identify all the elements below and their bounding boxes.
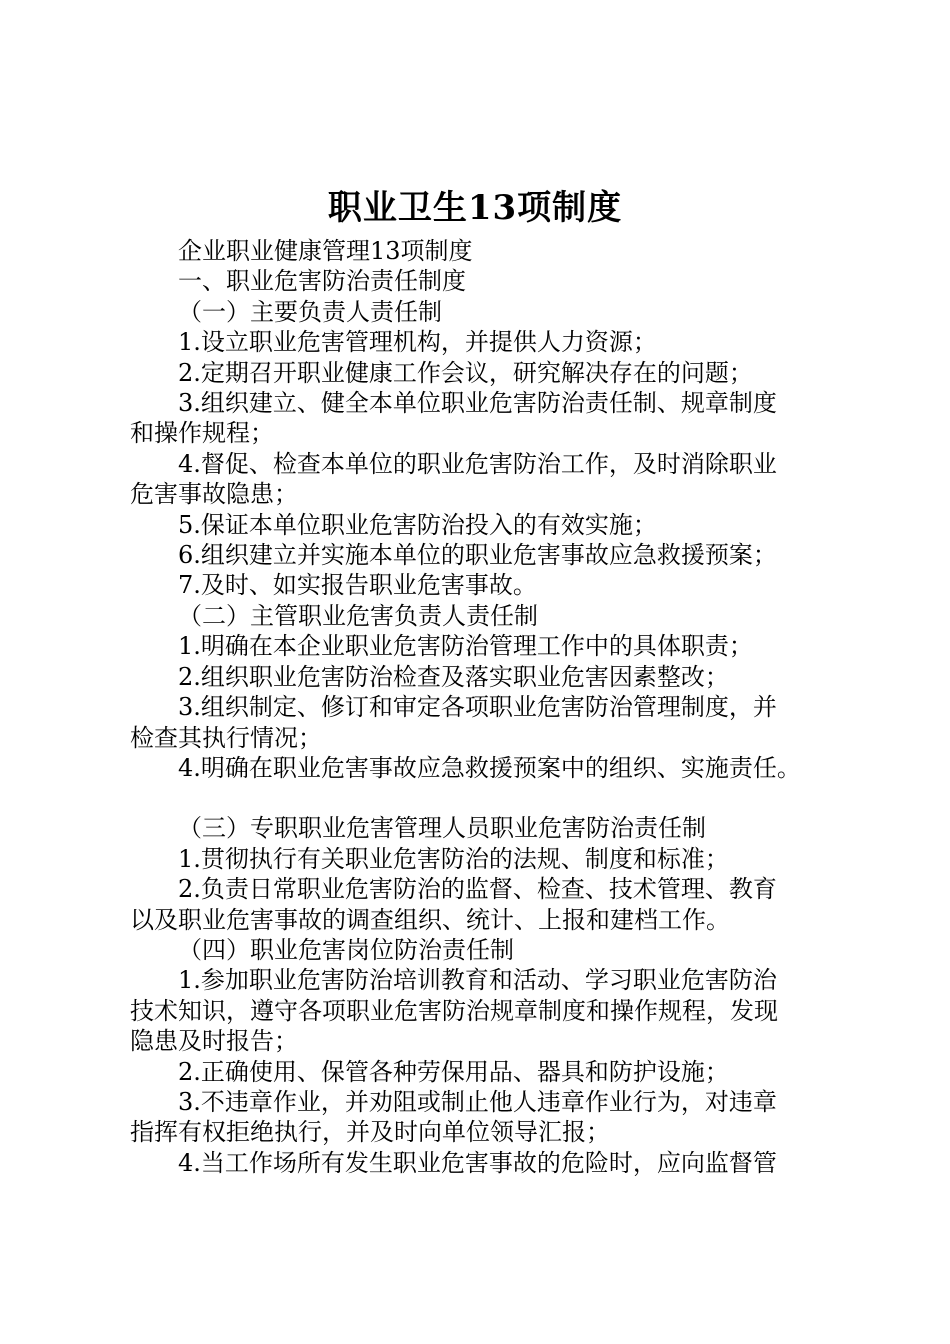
list-item: 4.当工作场所有发生职业危害事故的危险时，应向监督管: [178, 1148, 777, 1177]
list-item: 1.明确在本企业职业危害防治管理工作中的具体职责；: [178, 632, 753, 661]
list-item-continuation: 检查其执行情况；: [130, 723, 322, 752]
blank-line: [130, 783, 850, 813]
list-item: 7.及时、如实报告职业危害事故。: [178, 571, 537, 600]
list-item: 6.组织建立并实施本单位的职业危害事故应急救援预案；: [178, 541, 777, 570]
list-item: 2.负责日常职业危害防治的监督、检查、技术管理、教育: [178, 875, 777, 904]
document-title: 职业卫生13项制度: [327, 188, 623, 228]
list-item: 1.贯彻执行有关职业危害防治的法规、制度和标准；: [178, 844, 729, 873]
subsection-heading: （二）主管职业危害负责人责任制: [178, 601, 538, 630]
subsection-heading: （四）职业危害岗位防治责任制: [178, 935, 514, 964]
list-item: 3.组织建立、健全本单位职业危害防治责任制、规章制度: [178, 389, 777, 418]
subsection-heading: （一）主要负责人责任制: [178, 297, 442, 326]
list-item: 1.参加职业危害防治培训教育和活动、学习职业危害防治: [178, 966, 777, 995]
list-item-continuation: 和操作规程；: [130, 419, 274, 448]
list-item: 5.保证本单位职业危害防治投入的有效实施；: [178, 510, 657, 539]
list-item-continuation: 以及职业危害事故的调查组织、统计、上报和建档工作。: [130, 905, 730, 934]
list-item-continuation: 指挥有权拒绝执行，并及时向单位领导汇报；: [130, 1118, 610, 1147]
list-item: 3.不违章作业，并劝阻或制止他人违章作业行为，对违章: [178, 1087, 777, 1116]
subsection-heading: （三）专职职业危害管理人员职业危害防治责任制: [178, 814, 706, 843]
list-item-continuation: 隐患及时报告；: [130, 1027, 298, 1056]
list-item: 3.组织制定、修订和审定各项职业危害防治管理制度，并: [178, 693, 777, 722]
list-item: 2.组织职业危害防治检查及落实职业危害因素整改；: [178, 662, 729, 691]
list-item-continuation: 危害事故隐患；: [130, 480, 298, 509]
list-item: 4.督促、检查本单位的职业危害防治工作，及时消除职业: [178, 449, 777, 478]
list-item-continuation: 技术知识，遵守各项职业危害防治规章制度和操作规程，发现: [130, 996, 778, 1025]
list-item: 2.定期召开职业健康工作会议，研究解决存在的问题；: [178, 358, 753, 387]
list-item: 4.明确在职业危害事故应急救援预案中的组织、实施责任。: [178, 753, 801, 782]
list-item: 2.正确使用、保管各种劳保用品、器具和防护设施；: [178, 1057, 729, 1086]
document-body: [130, 236, 850, 1178]
paragraph-line: 企业职业健康管理13项制度: [178, 237, 473, 265]
list-item: 1.设立职业危害管理机构，并提供人力资源；: [178, 328, 657, 357]
section-heading: 一、职业危害防治责任制度: [178, 267, 466, 296]
